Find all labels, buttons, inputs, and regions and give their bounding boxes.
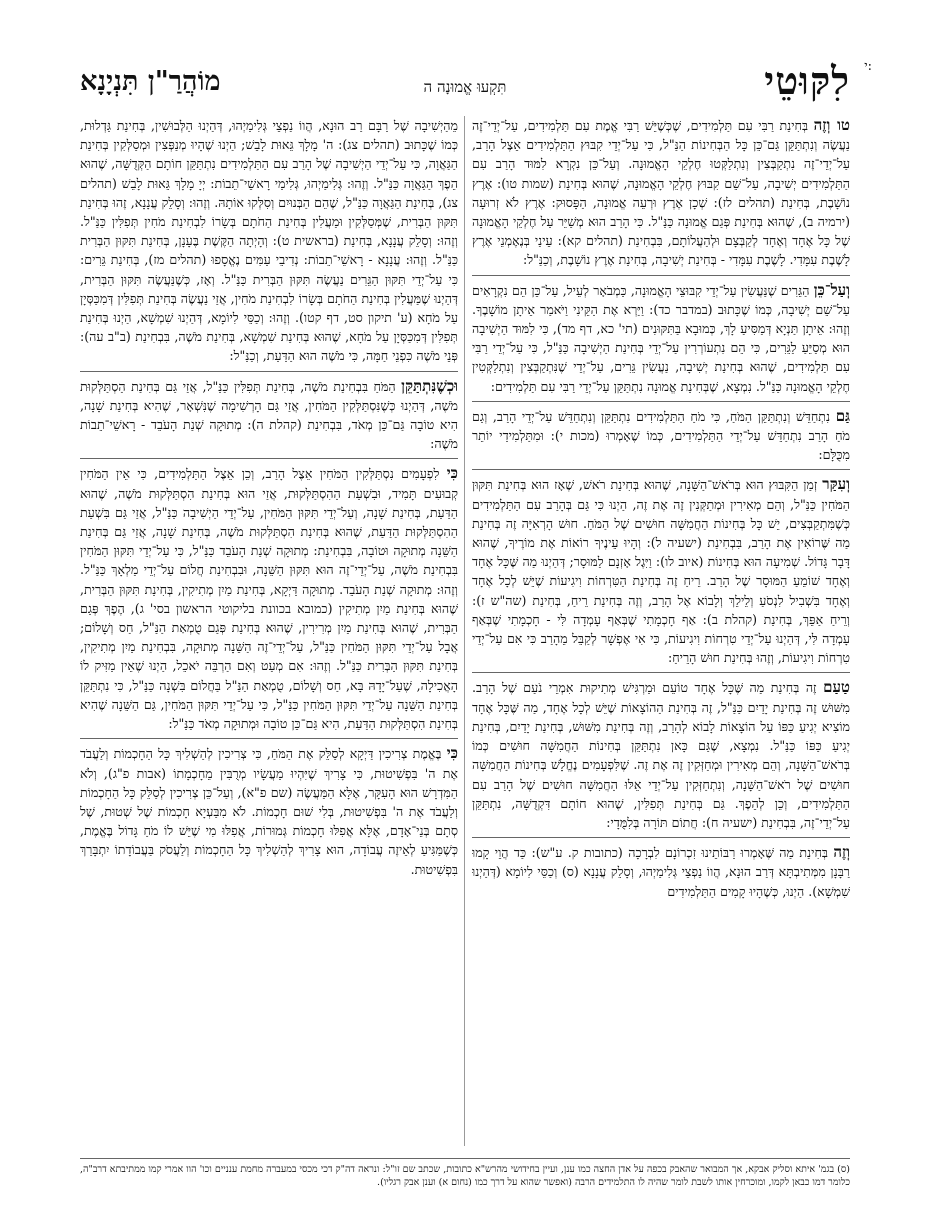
paragraph [472, 407, 850, 465]
paragraph-text: זְמַן הַקִּבּוּץ הוּא בְּרֹאשׁ־הַשָּׁנָה, שֶׁהוּא בְּחִינַת רֹאשׁ, שֶׁאָז הוּא בְּחִינַת תִּקּוּן הַמֹּחִין כַּנַּ"ל, וְהֵם מְאִירִין וּמְתַקְּנִין זֶה אֶת זֶה, הַיְנוּ כִּי גַּם בְּהָרַב עִם הַתַּלְמִידִים כְּשֶׁמִּתְקַבְּצִים, יֵשׁ כָּל בְּחִינוֹת הַחֲמִשָּׁה חוּשִׁים שֶׁל הַמֹּחַ. חוּשׁ הָרְאִיָּה זֶה בְּחִינַת מַה שֶּׁרוֹאִין אֶת הָרַב, בִּבְחִינַת (ישעיה ל): וְהָיוּ עֵינֶיךָ רוֹאוֹת אֶת מוֹרֶיךָ, שֶׁהוּא דָּבָר גָּדוֹל. שְׁמִיעָה הוּא בְּחִינוֹת (איוב לו): וַיִּגֶל אָזְנָם לַמּוּסָר; דְּהַיְנוּ מַה שֶּׁכָּל אֶחָד וְאֶחָד שׁוֹמֵעַ הַמּוּסָר שֶׁל הָרַב. רֵיחַ זֶה בְּחִינַת הַטִּרְחוֹת וִיגִיעוֹת שֶׁיֵּשׁ לְכָל אֶחָד וְאֶחָד בִּשְׁבִיל לִנְסֹעַ וְלֵילֵךְ וְלָבוֹא אֶל הָרַב, וְזֶה בְּחִינַת רֵיחַ, בְּחִינַת (שה"ש ז): וְרֵיחַ אַפֵּךְ, בְּחִינַת (קהלת ב): אַף חָכְמָתִי שֶׁבְּאַף עָמְדָה לִּי - חָכְמָתִי שֶׁבְּאַף עָמְדָה לִּי, דְּהַיְנוּ עַל־יְדֵי טִרְחוֹת וִיגִיעוֹת, כִּי אִי אֶפְשָׁר לְקַבֵּל מֵהָרַב כִּי אִם עַל־יְדֵי טִרְחוֹת וִיגִיעוֹת, וְזֶהוּ בְּחִינַת חוּשׁ הָרֵיחַ: [472, 477, 850, 666]
paragraph [472, 678, 850, 832]
paragraph-head: טו וְזֶה [813, 116, 850, 134]
paragraph-text: בְּחִינַת מַה שֶּׁאָמְרוּ רַבּוֹתֵינוּ זִכְרוֹנָם לִבְרָכָה (כתובות ק. ע"ש): כַּד הֲוֵי קָמוּ רַבָּנָן מִמְּתִיבְתָּא דְּרַב הוּנָא, הֲווֹ נַפְצֵי גְּלִימַיְהוּ, וְסָלֵק עֲנָנָא (ס) וְכַסֵּי לִיוֹמָא (דְּהַיְנוּ שִׁמְשָׁא). הַיְנוּ, כְּשֶׁהָיוּ קָמִים הַתַּלְמִידִים [472, 845, 850, 899]
paragraph-text: זֶה בְּחִינַת מַה שֶּׁכָּל אֶחָד טוֹעֵם וּמַרְגִּישׁ מְתִיקוּת אִמְרֵי נֹעַם שֶׁל הָרַב. מִשּׁוּשׁ זֶה בְּחִינַת יָדַיִם כַּנַּ"ל, זֶה בְּחִינַת הַהוֹצָאוֹת שֶׁיֵּשׁ לְכָל אֶחָד, מַה שֶּׁכָּל אֶחָד מוֹצִיא יְגִיעַ כַּפּוֹ עַל הוֹצָאוֹת לָבוֹא לְהָרַב, וְזֶה בְּחִינַת מִשּׁוּשׁ, בְּחִינַת יָדַיִם, בְּחִינַת יְגִיעַ כַּפּוֹ כַּנַּ"ל. נִמְצָא, שֶׁגַּם כָּאן נִתְתַּקֵּן בְּחִינוֹת הַחֲמִשָּׁה חוּשִׁים כְּמוֹ בְּרֹאשׁ־הַשָּׁנָה, וְהֵם מְאִירִין וּמְחַזְּקִין זֶה אֶת זֶה. שֶׁלִּפְעָמִים נֶחֱלָשׁ בְּחִינוֹת הַחֲמִשָּׁה חוּשִׁים שֶׁל רֹאשׁ־הַשָּׁנָה, וְנִתְחַזְּקִין עַל־יְדֵי אֵלּוּ הַחֲמִשָּׁה חוּשִׁים שֶׁל הָרַב עִם הַתַּלְמִידִים, וְכֵן לְהֵפֶךְ. גַּם בְּחִינַת תְּפִלִּין, שֶׁהוּא חוֹתָם דִּקְדֻשָּׁה, נִתְתַּקֵּן עַל־יְדֵי־זֶה, בִּבְחִינַת (ישעיה ח): חֲתוֹם תּוֹרָה בְּלִמֻּדָי: [472, 680, 850, 830]
paragraph-head: כִּי [446, 744, 458, 763]
paragraph-head: וּכְשֶׁנִּתְתַּקֵּן [401, 376, 458, 395]
running-header [80, 58, 850, 108]
paragraph-head: וְזֶה [833, 843, 850, 862]
paragraph-head: גַּם [835, 406, 850, 425]
paragraph-text: בֶּאֱמֶת צְרִיכִין דַּיְקָא לְסַלֵּק אֶת הַמֹּחַ, כִּי צְרִיכִין לְהַשְׁלִיךְ כָּל הַחָכְמוֹת וְלַעֲבֹד אֶת ה' בִּפְשִׁיטוּת, כִּי צָרִיךְ שֶׁיִּהְיוּ מַעֲשָׂיו מְרֻבִּין מֵחָכְמָתוֹ (אבות פ"ג), וְלֹא הַמִּדְרָשׁ הוּא הָעִקָּר, אֶלָּא הַמַּעֲשֶׂה (שם פ"א), וְעַל־כֵּן צְרִיכִין לְסַלֵּק כָּל הַחָכְמוֹת וְלַעֲבֹד אֶת ה' בִּפְשִׁיטוּת, בְּלִי שׁוּם חָכְמוֹת. לֹא מִבַּעְיָא חָכְמוֹת שֶׁל שְׁטוּת, שֶׁל סְתָם בְּנֵי־אָדָם, אֶלָּא אֲפִלּוּ חָכְמוֹת גְּמוּרוֹת, אֲפִלּוּ מִי שֶׁיֵּשׁ לוֹ מֹחַ גָּדוֹל בֶּאֱמֶת, כְּשֶׁמַּגִּיעַ לְאֵיזֶה עֲבוֹדָה, הוּא צָרִיךְ לְהַשְׁלִיךְ כָּל הַחָכְמוֹת וְלַעֲסֹק בַּעֲבוֹדָתוֹ יִתְבָּרַךְ בִּפְשִׁיטוּת. [80, 746, 458, 877]
paragraph-text: נִתְחַדֵּשׁ וְנִתְתַּקֵּן הַמֹּחַ, כִּי מֹחַ הַתַּלְמִידִים נִתְתַּקֵּן וְנִתְחַדֵּשׁ עַל־יְדֵי הָרַב, וְגַם מֹחַ הָרַב נִתְחַדֵּשׁ עַל־יְדֵי הַתַּלְמִידִים, כְּמוֹ שֶׁאָמְרוּ (מכות י): וּמִתַּלְמִידַי יוֹתֵר מִכֻּלָּם: [472, 408, 850, 463]
paragraph [80, 464, 458, 733]
paragraph [472, 843, 850, 901]
section-divider [80, 738, 458, 739]
section-divider [80, 371, 458, 372]
column-divider [464, 116, 465, 1146]
text-columns [80, 116, 850, 1146]
header-center: תִּקְעוּ אֱמוּנָה ה [423, 78, 507, 96]
footnote: (ס) בגמ' איתא וסליק אבקא, אך המבואר שהאבק בכפה על אדן החצה כמו ענן, ועיין בחידושי מהרש"א כתובות, שכתב שם זו"ל: ונראה דה"ק דכי מכסי במעברה מחמת ענניים וכו' הוו אמרי קמו ממתיבתא דרב"ה, כלומר דמו כבאן לקמו, ומוכרחין אותו לשבת לומר שהיה לו התלמידים הרבה (ואפשר שהוא על דרך כמו (נחום א) וענן אבק רגליו). [80, 1158, 850, 1189]
paragraph-head: כִּי [446, 464, 458, 483]
paragraph-text: לִפְעָמִים נִסְתַּלְּקִין הַמֹּחִין אֵצֶל הָרַב, וְכֵן אֵצֶל הַתַּלְמִידִים, כִּי אֵין הַמֹּחִין קְבוּעִים תָּמִיד, וּבִשְׁעַת הַהִסְתַּלְּקוּת, אֲזַי הוּא בְּחִינַת הִסְתַּלְּקוּת מֹשֶׁה, שֶׁהוּא הַדַּעַת, בְּחִינַת שָׁנָה, וְעַל־יְדֵי תִּקּוּן הַמֹּחִין, עַל־יְדֵי הַיְשִׁיבָה כַּנַּ"ל, אֲזַי גַּם בִּשְׁעַת הַהִסְתַּלְּקוּת הַדַּעַת, שֶׁהוּא בְּחִינַת הִסְתַּלְּקוּת מֹשֶׁה, בְּחִינַת שָׁנָה, אֲזַי גַּם בְּחִינַת הַשֵּׁנָה מְתוּקָה וּטוֹבָה, בִּבְחִינַת: מְתוּקָה שְׁנַת הָעֹבֵד כַּנַּ"ל, כִּי עַל־יְדֵי תִּקּוּן הַמֹּחִין בִּבְחִינַת מֹשֶׁה, עַל־יְדֵי־זֶה הוּא תִּקּוּן הַשֵּׁנָה, וּבִבְחִינַת חֲלוֹם עַל־יְדֵי מַלְאָךְ כַּנַּ"ל. וְזֶהוּ: מְתוּקָה שְׁנַת הָעֹבֵד. מְתוּקָה דַּיְקָא, בְּחִינַת מַיִן מְתִיקִין, בְּחִינַת תִּקּוּן הַבְּרִית, שֶׁהוּא בְּחִינַת מַיִן מְתִיקִין (כמובא בכוונת בליקוטי הראשון בסי' ג), הֶפֶךְ פְּגַם הַבְּרִית, שֶׁהוּא בְּחִינַת מַיִן מְרִירִין, שֶׁהוּא בְּחִינַת פְּגַם טֻמְאַת הַנַּ"ל, חַס וְשָׁלוֹם; אֲבָל עַל־יְדֵי תִּקּוּן הַמֹּחִין כַּנַּ"ל, עַל־יְדֵי־זֶה הַשֵּׁנָה מְתוּקָה, בִּבְחִינַת מַיִן מְתִיקִין, בְּחִינַת תִּקּוּן הַבְּרִית כַּנַּ"ל. וְזֶהוּ: אִם מְעַט וְאִם הַרְבֵּה יֹאכֵל, הַיְנוּ שֶׁאֵין מַזִּיק לוֹ הָאֲכִילָה, שֶׁעַל־יָדָהּ בָּא, חַס וְשָׁלוֹם, טֻמְאַת הַנַּ"ל בַּחֲלוֹם בִּשְׁנָה כַּנַּ"ל, כִּי נִתְתַּקֵּן בְּחִינַת הַשֵּׁנָה עַל־יְדֵי תִּקּוּן הַמֹּחִין כַּנַּ"ל, כִּי עַל־יְדֵי תִּקּוּן הַמֹּחִין, גַּם הַשֵּׁנָה שֶׁהִיא בְּחִינַת הִסְתַּלְּקוּת הַדַּעַת, הִיא גַּם־כֵּן טוֹבָה וּמְתוּקָה מְאֹד כַּנַּ"ל: [80, 466, 458, 732]
paragraph [472, 475, 850, 667]
header-title-left: מוֹהֲרַ"ן תִּנְיָנָא [80, 66, 221, 97]
section-divider [80, 458, 458, 459]
paragraph [80, 377, 458, 454]
paragraph-head: טַעַם [823, 678, 850, 697]
paragraph [80, 744, 458, 878]
right-column [472, 116, 850, 1146]
section-divider [472, 672, 850, 673]
header-title-right: לִקּוּטֵי [764, 58, 850, 103]
section-divider [472, 401, 850, 402]
paragraph-head: וְעַל־כֵּן [813, 280, 850, 299]
paragraph [472, 281, 850, 396]
left-column [80, 116, 458, 1146]
paragraph [472, 116, 850, 270]
section-divider [472, 469, 850, 470]
paragraph-text: מֵהַיְשִׁיבָה שֶׁל רַבָּם רַב הוּנָא, הֲווֹ נַפְצֵי גְּלִימַיְהוּ, דְּהַיְנוּ הַלְּבוּשִׁין, בְּחִינַת גַּדְלוּת, כְּמוֹ שֶׁכָּתוּב (תהלים צג): ה' מָלָךְ גֵּאוּת לָבֵשׁ; הַיְנוּ שֶׁהָיוּ מְנַפְּצִין וּמְסַלְּקִין בְּחִינַת הַגַּאֲוָה, כִּי עַל־יְדֵי הַיְשִׁיבָה שֶׁל הָרַב עִם הַתַּלְמִידִים נִתְתַּקֵּן חוֹתָם הַקְּדֻשָּׁה, שֶׁהוּא הֵפֶךְ הַגַּאֲוָה כַּנַּ"ל. וְזֶהוּ: גְּלִימַיְהוּ, גְּלִימַי רָאשֵׁי־תֵבוֹת: יְיָ מָלָךְ גֵּאוּת לָבֵשׁ (תהלים צג), בְּחִינַת הַגַּאֲוָה כַּנַּ"ל, שֶׁהֵם הַבְּנוּיִם וְסִלְּקוּ אוֹתָהּ. וְזֶהוּ: וְסָלֵק עֲנָנָא, זֶהוּ בְּחִינַת תִּקּוּן הַבְּרִית, שֶׁמְּסַלְּקִין וּמַעֲלִין בְּחִינַת הַחֹתָם בְּשָׂרוֹ לִבְחִינַת מֹחִין תְּפִלִּין כַּנַּ"ל. וְזֶהוּ: וְסָלֵק עֲנָנָא, בְּחִינַת (בראשית ט): וְהָיְתָה הַקֶּשֶׁת בֶּעָנָן, בְּחִינַת תִּקּוּן הַבְּרִית כַּנַּ"ל. וְזֶהוּ: עֲנָנָא - רָאשֵׁי־תֵבוֹת: נְדִיבֵי עַמִּים נֶאֱסָפוּ (תהלים מז), בְּחִינַת גֵּרִים: כִּי עַל־יְדֵי תִּקּוּן הַגֵּרִים נַעֲשֶׂה תִּקּוּן הַבְּרִית כַּנַּ"ל. וְאָז, כְּשֶׁנַּעֲשֶׂה תִּקּוּן הַבְּרִית, דְּהַיְנוּ שֶׁמַּעֲלִין בְּחִינַת הַחֹתָם בְּשָׂרוֹ לִבְחִינַת מֹחִין, אֲזַי נַעֲשֶׂה בְּחִינַת תְּפִלִּין דְּמִכַּסְּיָן עַל מֹחָא (ע' תיקון סט, דף קטו). וְזֶהוּ: וְכַסֵּי לִיוֹמָא, דְּהַיְנוּ שִׁמְשָׁא, הַיְנוּ בְּחִינַת תְּפִלִּין דְּמִכַּסְּיָן עַל מֹחָא, שֶׁהוּא בְּחִינַת שִׁמְשָׁא, בְּחִינַת מֹשֶׁה, בִּבְחִינַת (ב"ב עה): פְּנֵי מֹשֶׁה כִּפְנֵי חַמָּה, כִּי מֹשֶׁה הוּא הַדַּעַת, וְכַנַּ"ל: [80, 118, 458, 364]
paragraph [80, 116, 458, 366]
section-divider [472, 275, 850, 276]
paragraph-text: הַמֹּחַ בִּבְחִינַת מֹשֶׁה, בְּחִינַת תְּפִלִּין כַּנַּ"ל, אֲזַי גַּם בְּחִינַת הַסְתַּלְּקוּת מֹשֶׁה, דְּהַיְנוּ כְּשֶׁנִּסְתַּלְּקִין הַמֹּחִין, אֲזַי גַּם הָרְשִׁימָה שֶׁנִּשְׁאָר, שֶׁהִיא בְּחִינַת שָׁנָה, הִיא טוֹבָה גַּם־כֵּן מְאֹד, בִּבְחִינַת (קהלת ה): מְתוּקָה שְׁנַת הָעֹבֵד - רָאשֵׁי־תֵבוֹת מֹשֶׁה: [80, 378, 458, 452]
paragraph-head: וְעִקַּר [822, 475, 850, 494]
paragraph-text: בְּחִינַת רַבִּי עִם תַּלְמִידִים, שֶׁכְּשֶׁיֵּשׁ רַבִּי אֱמֶת עִם תַּלְמִידִים, עַל־יְדֵי־זֶה נַעֲשֶׂה וְנִתְתַּקֵּן גַּם־כֵּן כָּל הַבְּחִינוֹת הַנַּ"ל, כִּי עַל־יְדֵי קִבּוּץ הַתַּלְמִידִים אֵצֶל הָרַב, עַל־יְדֵי־זֶה נִתְקַבְּצִין וְנִתְלַקְּטוּ חֶלְקֵי הָאֱמוּנָה. וְעַל־כֵּן נִקְרָא לִמּוּד הָרַב עִם הַתַּלְמִידִים יְשִׁיבָה, עַל־שֵׁם קִבּוּץ חֶלְקֵי הָאֱמוּנָה, שֶׁהוּא בְּחִינַת (שמות טו): אֶרֶץ נוֹשָׁבֶת, בְּחִינַת (תהלים לז): שְׁכָן אֶרֶץ וּרְעֵה אֱמוּנָה, הַפָּסוּק: אֶרֶץ לֹא זְרוּעָה (ירמיה ב), שֶׁהוּא בְּחִינַת פְּגַם אֱמוּנָה כַּנַּ"ל. כִּי הָרַב הוּא מְשַׁיֵּר עַל חֶלְקֵי הָאֱמוּנָה שֶׁל כָּל אֶחָד וְאֶחָד לְקַבְּצָם וּלְהַעֲלוֹתָם, בִּבְחִינַת (תהלים קא): עֵינַי בְּנֶאֶמְנֵי אֶרֶץ לָשֶׁבֶת עִמָּדִי. לָשֶׁבֶת עִמָּדִי - בְּחִינַת יְשִׁיבָה, בְּחִינַת אֶרֶץ נוֹשָׁבֶת, וְכַנַּ"ל: [472, 118, 850, 268]
page-number: י: [864, 59, 872, 74]
section-divider [472, 837, 850, 838]
paragraph-text: הַגֵּרִים שֶׁנַּעֲשִׂין עַל־יְדֵי קִבּוּצֵי הָאֱמוּנָה, כַּמְבֹאָר לְעֵיל, עַל־כֵּן הֵם נִקְרָאִים עַל־שֵׁם יְשִׁיבָה, כְּמוֹ שֶׁכָּתוּב (במדבר כד): וַיַּרְא אֶת הַקֵּינִי וַיֹּאמַר אֵיתָן מוֹשָׁבֶךָ. וְזֶהוּ: אֵיתָן תַּנְיָא דְּמַסִּיעַ לָךְ, כְּמוּבָא בַּתִּקּוּנִים (תי' כא, דף מד), כִּי לִמּוּד הַיְשִׁיבָה הוּא מְסַיֵּעַ לַגֵּרִים, כִּי הֵם נִתְעוֹרְרִין עַל־יְדֵי בְּחִינַת הַיְשִׁיבָה כַּנַּ"ל, כִּי עַל־יְדֵי רַבִּי עִם תַּלְמִידִים, שֶׁהוּא בְּחִינַת יְשִׁיבָה, נַעֲשִׂין גֵּרִים, עַל־יְדֵי שֶׁנִּתְקַבְּצִין וְנִתְלַקְּטִין חֶלְקֵי הָאֱמוּנָה כַּנַּ"ל. נִמְצָא, שֶׁבְּחִינַת אֱמוּנָה נִתְתַּקֵּן עַל־יְדֵי רַבִּי עִם תַּלְמִידִים: [472, 282, 850, 394]
